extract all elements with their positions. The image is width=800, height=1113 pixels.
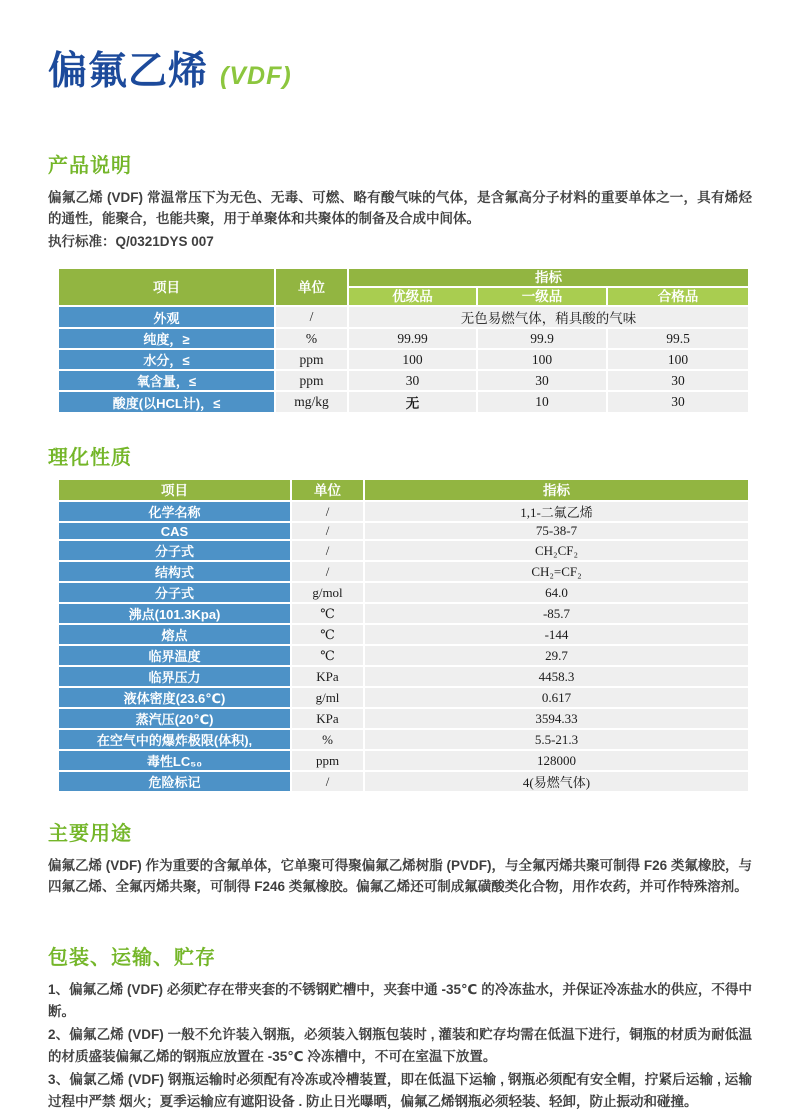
cell-value-merged: 无色易燃气体，稍具酸的气味 — [348, 306, 749, 328]
cell-value: 无 — [348, 391, 477, 413]
specification-table — [57, 267, 750, 414]
cell-unit: ℃ — [291, 645, 364, 666]
table-row — [58, 666, 749, 687]
cell-unit: ppm — [291, 750, 364, 771]
cell-value: 0.617 — [364, 687, 749, 708]
row-label-cas: CAS — [58, 522, 291, 540]
row-label-structural-formula: 结构式 — [58, 561, 291, 582]
cell-value: -144 — [364, 624, 749, 645]
cell-unit: mg/kg — [275, 391, 348, 413]
cell-value: CH₂=CF₂ — [364, 561, 749, 582]
table-row — [58, 582, 749, 603]
product-description-text: 偏氟乙烯 (VDF) 常温常压下为无色、无毒、可燃、略有酸气味的气体，是含氟高分子材料的重要单体之一，具有烯烃的通性，能聚合，也能共聚，用于单聚体和共聚体的制备及合成中间体。 — [48, 190, 752, 226]
row-label-purity: 纯度，≥ — [58, 328, 275, 349]
cell-value: 99.9 — [477, 328, 607, 349]
column-header-index: 指标 — [364, 479, 749, 501]
column-header-unit: 单位 — [275, 268, 348, 306]
cell-unit: g/mol — [291, 582, 364, 603]
row-label-boiling-point: 沸点(101.3Kpa) — [58, 603, 291, 624]
table-row — [58, 561, 749, 582]
cell-unit: ppm — [275, 370, 348, 391]
row-label-molecular-formula: 分子式 — [58, 540, 291, 561]
table-row — [58, 306, 749, 328]
cell-unit: / — [291, 501, 364, 522]
column-header-item: 项目 — [58, 479, 291, 501]
row-label-explosion-limit: 在空气中的爆炸极限(体积), — [58, 729, 291, 750]
product-abbreviation: (VDF) — [220, 62, 292, 90]
row-label-molecular-weight: 分子式 — [58, 582, 291, 603]
cell-value: 3594.33 — [364, 708, 749, 729]
packaging-item-1: 1、偏氟乙烯 (VDF) 必须贮存在带夹套的不锈钢贮槽中，夹套中通 -35℃ 的冷冻盐水，并保证冷冻盐水的供应，不得中断。 — [48, 982, 752, 1019]
cell-unit: ppm — [275, 349, 348, 370]
section-heading-main-uses: 主要用途 — [48, 823, 132, 845]
cell-value: 30 — [607, 370, 749, 391]
row-label-melting-point: 熔点 — [58, 624, 291, 645]
cell-value: 4(易燃气体) — [364, 771, 749, 792]
cell-value: 30 — [607, 391, 749, 413]
column-header-unit: 单位 — [291, 479, 364, 501]
table-row — [58, 750, 749, 771]
cell-value: 100 — [607, 349, 749, 370]
table-header-row — [58, 479, 749, 501]
table-row — [58, 349, 749, 370]
cell-unit: ℃ — [291, 624, 364, 645]
cell-unit: ℃ — [291, 603, 364, 624]
table-row — [58, 540, 749, 561]
cell-unit: / — [291, 771, 364, 792]
cell-value: -85.7 — [364, 603, 749, 624]
row-label-acidity: 酸度(以HCL计)，≤ — [58, 391, 275, 413]
cell-value: 75-38-7 — [364, 522, 749, 540]
main-uses-text: 偏氟乙烯 (VDF) 作为重要的含氟单体，它单聚可得聚偏氟乙烯树脂 (PVDF)，与全氟丙烯共聚可制得 F26 类氟橡胶，与四氟乙烯、全氟丙烯共聚，可制得 F246 类氟橡胶。偏氟乙烯还可制成氟磺酸类化合物，用作农药，并可作特殊溶剂。 — [48, 858, 752, 894]
section-heading-packaging: 包装、运输、贮存 — [48, 947, 216, 969]
cell-unit: KPa — [291, 708, 364, 729]
table-row — [58, 522, 749, 540]
row-label-vapor-pressure: 蒸汽压(20℃) — [58, 708, 291, 729]
row-label-chemical-name: 化学名称 — [58, 501, 291, 522]
table-header-row — [58, 268, 749, 287]
table-row — [58, 603, 749, 624]
table-row — [58, 708, 749, 729]
section-heading-product-description: 产品说明 — [48, 155, 132, 177]
row-label-moisture: 水分，≤ — [58, 349, 275, 370]
cell-unit: KPa — [291, 666, 364, 687]
cell-unit: % — [275, 328, 348, 349]
section-heading-properties: 理化性质 — [48, 447, 132, 469]
column-header-premium-grade: 优级品 — [348, 287, 477, 306]
cell-value: 30 — [348, 370, 477, 391]
column-header-item: 项目 — [58, 268, 275, 306]
table-row — [58, 729, 749, 750]
row-label-hazard-mark: 危险标记 — [58, 771, 291, 792]
row-label-critical-pressure: 临界压力 — [58, 666, 291, 687]
table-row — [58, 501, 749, 522]
table-row — [58, 624, 749, 645]
cell-unit: / — [291, 561, 364, 582]
cell-unit: / — [291, 522, 364, 540]
table-row — [58, 687, 749, 708]
cell-value: CH₂CF₂ — [364, 540, 749, 561]
row-label-oxygen-content: 氧含量，≤ — [58, 370, 275, 391]
column-header-qualified-grade: 合格品 — [607, 287, 749, 306]
page-title — [48, 40, 752, 96]
cell-value: 100 — [348, 349, 477, 370]
table-row — [58, 771, 749, 792]
cell-unit: g/ml — [291, 687, 364, 708]
cell-unit: / — [291, 540, 364, 561]
column-header-first-grade: 一级品 — [477, 287, 607, 306]
properties-table — [57, 478, 750, 793]
table-row — [58, 391, 749, 413]
cell-value: 1,1-二氟乙烯 — [364, 501, 749, 522]
cell-value: 4458.3 — [364, 666, 749, 687]
product-name-title: 偏氟乙烯 — [48, 50, 209, 93]
cell-value: 99.5 — [607, 328, 749, 349]
cell-value: 5.5-21.3 — [364, 729, 749, 750]
packaging-item-3: 3、偏氯乙烯 (VDF) 钢瓶运输时必须配有冷冻或冷槽装置，即在低温下运输 , 钢瓶必须配有安全帽，拧紧后运输 , 运输过程中严禁 烟火；夏季运输应有遮阳设备 . 防止日光曝晒，偏氟乙烯钢瓶必须轻装、轻卸，防止振动和碰撞。 — [48, 1072, 752, 1109]
table-row — [58, 645, 749, 666]
table-row — [58, 328, 749, 349]
row-label-appearance: 外观 — [58, 306, 275, 328]
row-label-critical-temperature: 临界温度 — [58, 645, 291, 666]
cell-value: 99.99 — [348, 328, 477, 349]
table-row — [58, 370, 749, 391]
cell-unit: % — [291, 729, 364, 750]
cell-value: 128000 — [364, 750, 749, 771]
packaging-item-2: 2、偏氟乙烯 (VDF) 一般不允许装入钢瓶，必须装入钢瓶包装时 , 灌装和贮存均需在低温下进行，铜瓶的材质为耐低温的材质盛装偏氟乙烯的钢瓶应放置在 -35℃ 冷冻槽中，不可在室温下放置。 — [48, 1027, 752, 1064]
cell-value: 30 — [477, 370, 607, 391]
cell-value: 10 — [477, 391, 607, 413]
cell-value: 100 — [477, 349, 607, 370]
cell-value: 64.0 — [364, 582, 749, 603]
cell-value: 29.7 — [364, 645, 749, 666]
cell-unit: / — [275, 306, 348, 328]
execution-standard-text: 执行标准：Q/0321DYS 007 — [48, 234, 214, 249]
row-label-liquid-density: 液体密度(23.6℃) — [58, 687, 291, 708]
column-header-index: 指标 — [348, 268, 749, 287]
row-label-toxicity-lc50: 毒性LC₅₀ — [58, 750, 291, 771]
